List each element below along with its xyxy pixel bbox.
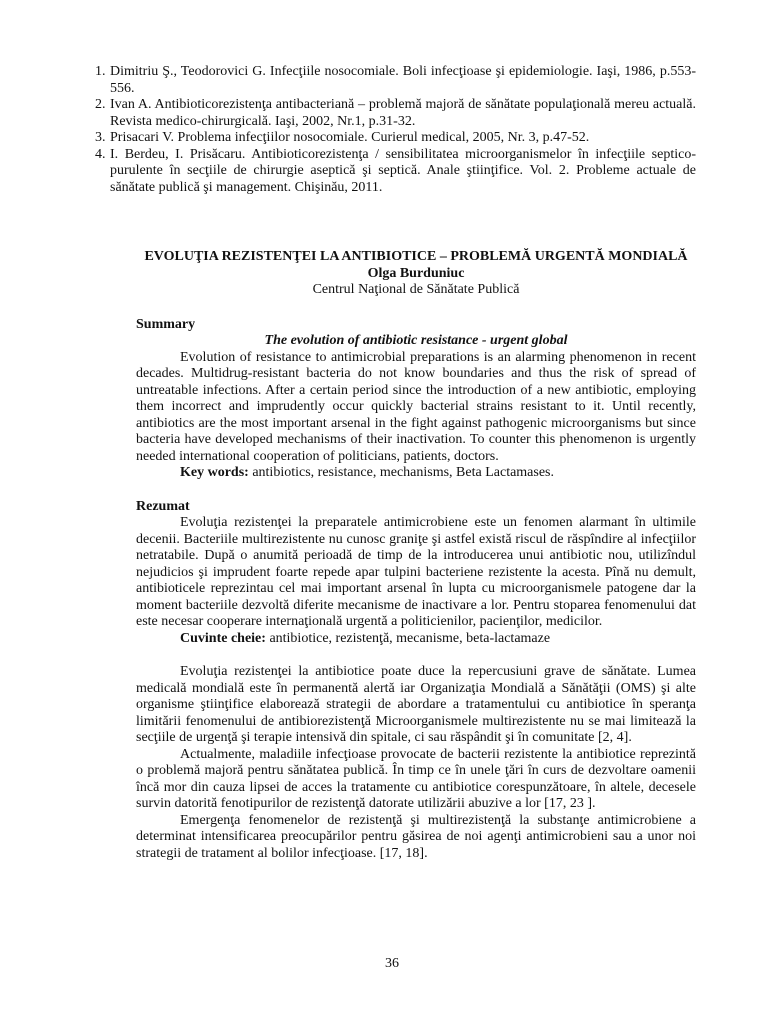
reference-item: 4. I. Berdeu, I. Prisăcaru. Antibioticorezistenţa / sensibilitatea microorganismelor în infecţiile septico-purulente în secţiile de chirurgie aseptică şi septică. Anale ştiinţifice. Vol. 2. Probleme actuale de sănătate publică şi management. Chişinău, 2011. — [109, 147, 696, 197]
rezumat-keywords — [136, 631, 696, 648]
reference-item: 2. Ivan A. Antibioticorezistenţa antibacteriană – problemă majoră de sănătate populaţională mereu actuală. Revista medico-chirurgicală. Iaşi, 2002, Nr.1, p.31-32. — [109, 97, 696, 130]
rezumat-heading: Rezumat — [136, 498, 190, 514]
body-paragraph: Emergenţa fenomenelor de rezistenţă şi multirezistenţă la substanţe antimicrobiene a determinat intensificarea preocupărilor pentru găsirea de noi agenţi antimicrobieni sau a unor noi strategii de tratament al bolilor infecţioase. [17, 18]. — [136, 812, 696, 861]
page-content — [92, 64, 696, 862]
page-number: 36 — [385, 956, 399, 971]
reference-item: 1. Dimitriu Ş., Teodorovici G. Infecţiile nosocomiale. Boli infecţioase şi epidemiologie. Iaşi, 1986, p.553-556. — [109, 64, 696, 97]
summary-text: Evolution of resistance to antimicrobial preparations is an alarming phenomenon in recent decades. Multidrug-resistant bacteria do not know boundaries and thus the risk of spread of untreatable infections. After a certain period since the introduction of a new antibiotic, employing them incorrect and imprudently occur quickly bacterial strains resistant to it. Until recently, antibiotics are the most important arsenal in the fight against pathogenic microorganisms but since bacteria have developed mechanisms of their inactivation. To counter this phenomenon is urgently needed international cooperation of politicians, patients, doctors. — [136, 349, 696, 464]
rezumat-text: Evoluţia rezistenţei la preparatele antimicrobiene este un fenomen alarmant în ultimile decenii. Bacteriile multirezistente nu cunosc graniţe şi astfel există riscul de răspîndire al infecţiilor netratabile. După o anumită perioadă de timp de la introducerea unui antibiotic nou, utilizîndul nejudicios şi imprudent foarte repede apar tulpini bacteriene rezistente la acesta. Pînă nu demult, antibioticele reprezintau cel mai important arsenal în lupta cu microorganismele patogene dar la moment bacteriile dezvoltă diferite mecanisme de inactivare a lor. Pentru stoparea fenomenului dat este necesar cooperare internaţională urgentă a politicienilor, pacienţilor, medicilor. — [136, 515, 696, 629]
body-text — [92, 664, 696, 862]
summary-keywords — [136, 465, 696, 482]
rezumat-block — [92, 515, 696, 647]
keywords-value: antibiotics, resistance, mechanisms, Beta Lactamases. — [248, 465, 555, 480]
summary-block — [92, 350, 696, 482]
cuvinte-cheie-value: antibiotice, rezistenţă, mecanisme, beta-lactamaze — [265, 630, 551, 646]
summary-subtitle: The evolution of antibiotic resistance - urgent global — [264, 333, 568, 348]
reference-item: 3. Prisacari V. Problema infecţiilor nosocomiale. Curierul medical, 2005, Nr. 3, p.47-52. — [109, 130, 696, 147]
article-author: Olga Burduniuc — [367, 265, 465, 281]
summary-heading: Summary — [136, 316, 196, 332]
cuvinte-cheie-label: Cuvinte cheie: — [180, 630, 266, 646]
body-paragraph: Evoluţia rezistenţei la antibiotice poate duce la repercusiuni grave de sănătate. Lumea medicală mondială este în permanentă alertă iar Organizaţia Mondială a Sănătăţii (OMS) şi alte organisme ştiinţifice elaborează strategii de abordare a tratamentului cu antibiotice în speranţa limitării fenomenului de antibiorezistenţă Microorganismele multirezistente nu se mai limitează la secţiile de urgenţă şi terapie intensivă din spitale, ci sau răspândit şi în comunitate [2, 4]. — [136, 664, 696, 745]
keywords-label: Key words: — [180, 465, 249, 480]
body-paragraph: Actualmente, maladiile infecţioase provocate de bacterii rezistente la antibiotice reprezintă o problemă majoră pentru sănătatea publică. În timp ce în unele ţări în curs de dezvoltare oamenii încă mor din cauza lipsei de acces la tratamente cu antibiotice corespunzătoare, în altele, decesele survin datorită fenotipurilor de rezistenţă datorate utilizării abuzive a lor [17, 23 ]. — [136, 746, 696, 811]
reference-list — [92, 64, 696, 196]
article-title: EVOLUŢIA REZISTENŢEI LA ANTIBIOTICE – PROBLEMĂ URGENTĂ MONDIALĂ — [144, 249, 688, 264]
article-affiliation: Centrul Naţional de Sănătate Publică — [312, 282, 520, 297]
